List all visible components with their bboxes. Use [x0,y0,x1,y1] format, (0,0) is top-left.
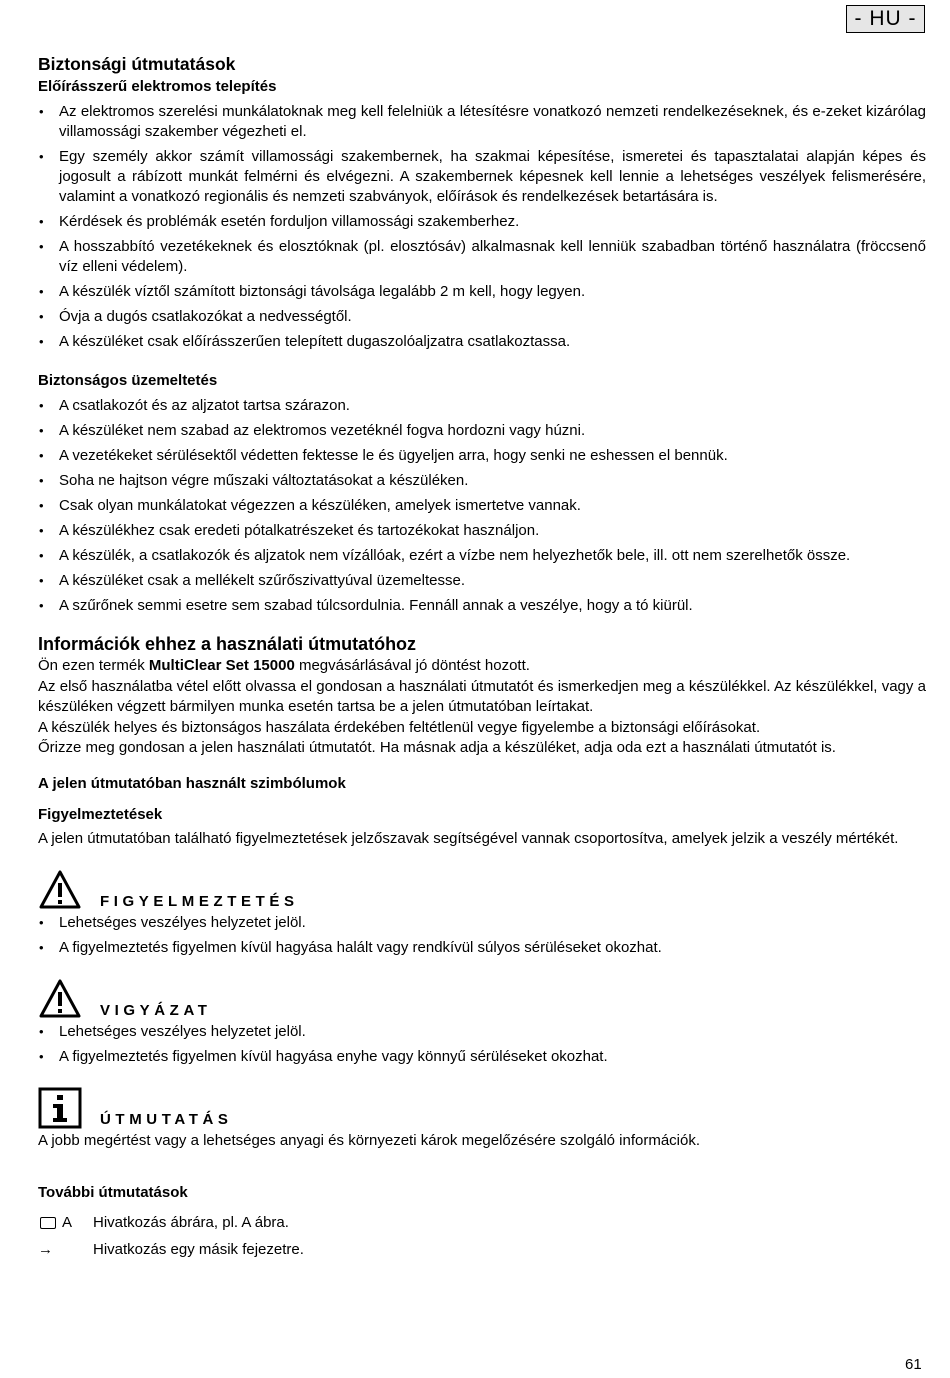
list-item: • A készülék víztől számított biztonsági távolsága legalább 2 m kell, hogy legyen. [38,282,926,302]
warning-triangle-icon [38,869,82,911]
symbols-title: A jelen útmutatóban használt szimbólumok [38,774,346,792]
caution-list [38,1022,926,1067]
list-item: • Óvja a dugós csatlakozókat a nedvességtől. [38,307,926,327]
operation-title: Biztonságos üzemeltetés [38,372,218,389]
list-item: • Lehetséges veszélyes helyzetet jelöl. [38,1022,926,1042]
figure-box-icon [40,1217,56,1229]
warning-heading [38,869,926,911]
figure-letter: A [62,1213,73,1231]
reference-row [38,1213,926,1233]
list-item: • A készüléket nem szabad az elektromos vezetéknél fogva hordozni vagy húzni. [38,421,926,441]
intro-text-end: megvásárlásával jó döntést hozott. [294,657,530,674]
note-label: ÚTMUTATÁS [100,1111,233,1128]
list-item: • A figyelmeztetés figyelmen kívül hagyása enyhe vagy könnyű sérüléseket okozhat. [38,1047,926,1067]
info-paragraph: Őrizze meg gondosan a jelen használati útmutatót. Ha másnak adja a készüléket, adja oda ezt a használati útmutatót is. [38,739,836,756]
warning-triangle-icon [38,978,82,1020]
product-name: MultiClear Set 15000 [148,657,295,674]
caution-heading [38,978,926,1020]
list-item: • Soha ne hajtson végre műszaki változtatásokat a készüléken. [38,471,926,491]
info-paragraph: A készülék helyes és biztonságos haszálata érdekében feltétlenül vegye figyelembe a biztonsági előírásokat. [38,718,761,736]
list-item: • Csak olyan munkálatokat végezzen a készüléken, amelyek ismertetve vannak. [38,496,926,516]
list-item: • A készülék, a csatlakozók és aljzatok nem vízállóak, ezért a vízbe nem helyezhetők bele, ill. ott nem szerelhetők össze. [38,546,926,566]
list-item: • A készüléket csak előírásszerűen telepített dugaszolóaljzatra csatlakoztassa. [38,332,926,352]
list-item: • Lehetséges veszélyes helyzetet jelöl. [38,913,926,933]
list-item: • A figyelmeztetés figyelmen kívül hagyása halált vagy rendkívül súlyos sérüléseket okozhat. [38,938,926,958]
info-paragraph: Az első használatba vétel előtt olvassa el gondosan a használati útmutatót és ismerkedjen meg a készülékkel. Az készülékkel, vagy a készüléken végzett bármilyen munka esetén tartsa be a jelen útmutatóban leírtakat. [38,677,926,715]
reference-text: Hivatkozás ábrára, pl. A ábra. [93,1213,289,1231]
list-item: • Kérdések és problémák esetén forduljon villamossági szakemberhez. [38,212,926,232]
list-item: • A hosszabbító vezetékeknek és elosztóknak (pl. elosztósáv) alkalmasnak kell lenniük szabadban történő használatra (fröccsenő víz elleni védelem). [38,237,926,277]
warning-list [38,913,926,958]
note-text: A jobb megértést vagy a lehetséges anyagi és környezeti károk megelőzésére szolgáló információk. [38,1132,701,1149]
install-title: Előírásszerű elektromos telepítés [38,78,277,95]
safety-title: Biztonsági útmutatások [38,54,236,74]
info-icon [38,1087,82,1129]
warnings-intro: A jelen útmutatóban található figyelmeztetések jelzőszavak segítségével vannak csoportosítva, amelyek jelzik a veszély mértékét. [38,829,899,847]
page-number: 61 [905,1356,922,1373]
warnings-title: Figyelmeztetések [38,805,163,823]
page-content [38,52,926,1267]
operation-list [38,396,926,616]
list-item: • Az elektromos szerelési munkálatoknak meg kell felelniük a létesítésre vonatkozó nemzeti rendelkezéseknek, és e-zeket kizárólag villamossági szakember végezheti el. [38,102,926,142]
language-badge: - HU - [846,5,925,33]
reference-row [38,1240,926,1260]
note-heading [38,1087,926,1129]
figure-reference-symbol [38,1213,93,1233]
list-item: • A szűrőnek semmi esetre sem szabad túlcsordulnia. Fennáll annak a veszélye, hogy a tó kiürül. [38,596,926,616]
further-title: További útmutatások [38,1183,188,1201]
list-item: • A készülékhez csak eredeti pótalkatrészeket és tartozékokat használjon. [38,521,926,541]
list-item: • Egy személy akkor számít villamossági szakembernek, ha szakmai képesítése, ismeretei és tapasztalatai alapján képes és jogosult a rábízott munkát felmérni és elvégezni. A szakembernek képesnek kell lennie a lehetséges veszélyek felismerésére, valamint a vonatkozó regionális és nemzeti szabványok, előírások és rendelkezések betartására is. [38,147,926,207]
info-title: Információk ehhez a használati útmutatóhoz [38,634,417,654]
list-item: • A vezetékeket sérülésektől védetten fektesse le és ügyeljen arra, hogy senki ne eshessen el bennük. [38,446,926,466]
reference-text: Hivatkozás egy másik fejezetre. [93,1240,304,1258]
arrow-right-icon: → [38,1240,53,1258]
list-item: • A készüléket csak a mellékelt szűrőszivattyúval üzemeltesse. [38,571,926,591]
install-list [38,102,926,352]
list-item: • A csatlakozót és az aljzatot tartsa szárazon. [38,396,926,416]
intro-text: Ön ezen termék [38,657,149,674]
caution-label: VIGYÁZAT [100,1002,212,1019]
warning-label: FIGYELMEZTETÉS [100,893,299,910]
info-intro [38,656,926,677]
